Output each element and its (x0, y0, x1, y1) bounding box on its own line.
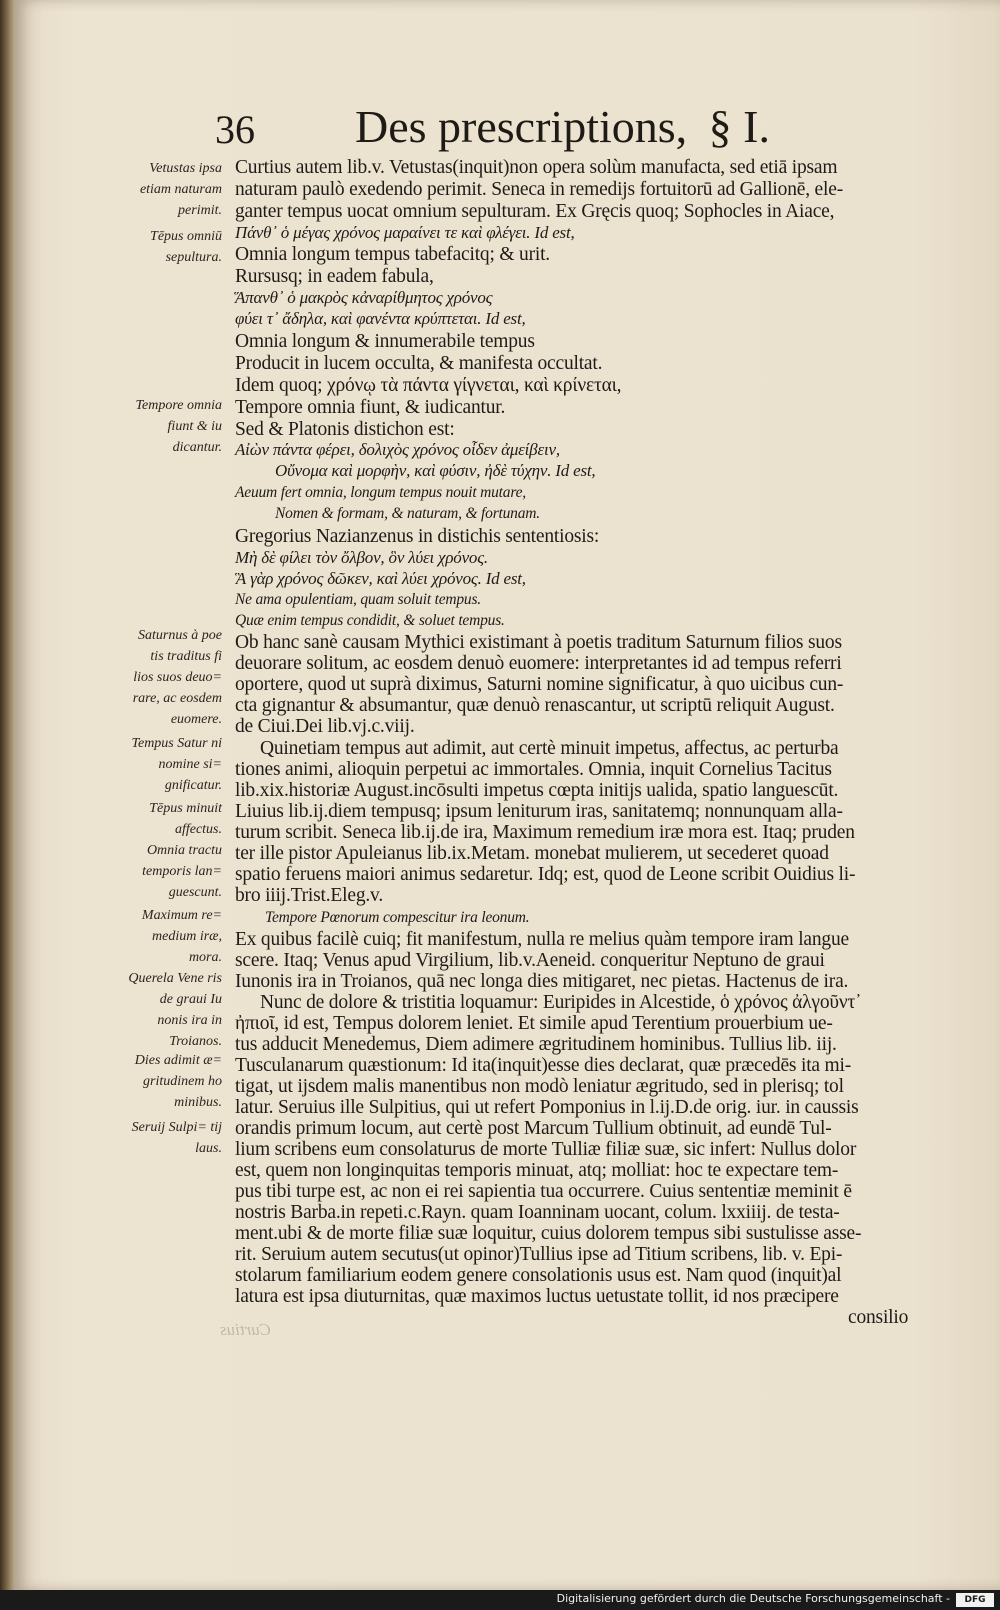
text-line: ἠπιοῖ, id est, Tempus dolorem leniet. Et simile apud Terentium prouerbium ue- (235, 1013, 833, 1034)
greek-line: Μὴ δὲ φίλει τὸν ὄλβον, ὃν λύει χρόνος. (235, 548, 488, 567)
section-mark: § I. (708, 101, 770, 152)
greek-line: Αἰὼν πάντα φέρει, δολιχὸς χρόνος οἶδεν ἀμείβειν, (235, 440, 560, 459)
greek-line: Ἃ γὰρ χρόνος δῶκεν, καὶ λύει χρόνος. Id est, (235, 569, 526, 588)
text-line: Sed & Platonis distichon est: (235, 419, 455, 440)
text-line: de Ciui.Dei lib.vj.c.viij. (235, 716, 415, 737)
text-line: est, quem non longinquitas temporis minuat, atq; molliat: hoc te expectare tem- (235, 1160, 839, 1181)
text-line: rit. Seruium autem secutus(ut opinor)Tullius ipse ad Titium scribens, lib. v. Epi- (235, 1244, 843, 1265)
text-line: oportere, quod ut suprà diximus, Saturni nomine significatur, à quo uicibus cun- (235, 674, 844, 695)
margin-note: Saturnus à poe tis traditus fi lios suos deuo= rare, ac eosdem euomere. (132, 628, 222, 727)
catchword: consilio (848, 1307, 909, 1328)
text-line: nostris Barba.in repeti.c.Rayn. quam Ioanninam uocant, colum. lxxiiij. de testa- (235, 1202, 840, 1223)
text-line: latura est ipsa diuturnitas, quæ maximos luctus uetustate tollit, id nos præcipere (235, 1286, 839, 1307)
margin-note: Vetustas ipsa etiam naturam perimit. (139, 161, 222, 218)
text-line: Nunc de dolore & tristitia loquamur: Euripides in Alcestide, ὁ χρόνος ἀλγοῦντ᾽ (260, 992, 862, 1013)
text-line: ter ille pistor Apuleianus lib.ix.Metam. monebat mulierem, ut secederet quoad (235, 843, 829, 864)
margin-note: Querela Vene ris de graui Iu nonis ira in Troianos. (128, 971, 222, 1049)
text-line: Ex quibus facilè cuiq; fit manifestum, nulla re melius quàm tempore iram langue (235, 929, 849, 950)
margin-note: Tēpus minuit affectus. (149, 801, 222, 837)
greek-line: φύει τ᾽ ἄδηλα, καὶ φανέντα κρύπτεται. Id est, (235, 309, 526, 328)
margin-note: Tempus Satur ni nomine si= gnificatur. (131, 736, 222, 793)
text-line: lib.xix.historiæ August.incōsulti impetus cœpta initijs ualida, spatio languescūt. (235, 780, 839, 801)
text-line: Tempore omnia fiunt, & iudicantur. (235, 397, 506, 418)
text-line: ganter tempus uocat omnium sepulturam. Ex Gręcis quoq; Sophocles in Aiace, (235, 201, 835, 222)
text-line: Omnia longum tempus tabefacitq; & urit. (235, 244, 550, 265)
text-line: Quinetiam tempus aut adimit, aut certè minuit impetus, affectus, ac perturba (260, 738, 839, 759)
quote-line: Quæ enim tempus condidit, & soluet tempus. (235, 612, 505, 629)
text-line: latur. Seruius ille Sulpitius, qui ut refert Pomponius in l.ij.D.de orig. iur. in caussis (235, 1097, 859, 1118)
text-line: naturam paulò exedendo perimit. Seneca in remedijs fortuitorū ad Gallionē, ele- (235, 179, 843, 200)
text-line: cta gignantur & absumantur, quæ denuò renascantur, ut scriptū reliquit August. (235, 695, 835, 716)
bleed-through-text: Curtius (220, 1320, 272, 1339)
margin-note: Tēpus omniū sepultura. (150, 229, 222, 265)
page-number: 36 (215, 107, 255, 152)
margin-note: Maximum re= medium iræ, mora. (141, 908, 222, 965)
margin-note: Dies adimit æ= gritudinem ho minibus. (134, 1053, 222, 1110)
text-line: tigat, ut ijsdem malis manentibus non modò leniatur ægritudo, sed in plerisq; tol (235, 1076, 844, 1097)
text-line: Curtius autem lib.v. Vetustas(inquit)non opera solùm manufacta, sed etiā ipsam (235, 157, 838, 178)
text-line: pus tibi turpe est, ac non ei rei sapientia tua occurrere. Cuius sententiæ meminit ē (235, 1181, 852, 1202)
text-line: tus adducit Menedemus, Diem adimere ægritudinem hominibus. Tullius lib. iij. (235, 1034, 837, 1055)
margin-note: Seruij Sulpi= tij laus. (131, 1120, 222, 1156)
quote-line: Ne ama opulentiam, quam soluit tempus. (235, 591, 481, 608)
text-line: tiones animi, alioquin perpetui ac immortales. Omnia, inquit Cornelius Tacitus (235, 759, 832, 780)
text-line: Liuius lib.ij.diem tempusq; ipsum leniturum iras, sanitatemq; nonnunquam alla- (235, 801, 843, 822)
footer-credit: Digitalisierung gefördert durch die Deutsche Forschungsgemeinschaft - (556, 1592, 950, 1605)
text-line: spatio feruens maiori animus sedaretur. Idq; est, quod de Leone scribit Ouidius li- (235, 864, 856, 885)
quote-line: Tempore Pœnorum compescitur ira leonum. (265, 909, 530, 926)
text-line: lium scribens eum consolaturus de morte Tulliæ filiæ suæ, sic infert: Nullus dolor (235, 1139, 857, 1160)
digitization-footer (0, 1590, 1000, 1610)
text-line: Producit in lucem occulta, & manifesta occultat. (235, 353, 603, 374)
margin-note: Omnia tractu temporis lan= guescunt. (142, 843, 222, 900)
text-line: ment.ubi & de morte filiæ suæ loquitur, cuius dolorem tempus sibi sustulisse asse- (235, 1223, 862, 1244)
text-line: Omnia longum & innumerabile tempus (235, 331, 535, 352)
dfg-logo: DFG (956, 1593, 994, 1607)
margin-note: Tempore omnia fiunt & iu dicantur. (135, 398, 222, 455)
text-line: Tusculanarum quæstionum: Id ita(inquit)esse dies declarat, quæ præcedēs ita mi- (235, 1055, 852, 1076)
text-line: scere. Itaq; Venus apud Virgilium, lib.v.Aeneid. conqueritur Neptuno de graui (235, 950, 825, 971)
text-line: stolarum familiarium eodem genere consolationis usus est. Nam quod (inquit)al (235, 1265, 842, 1286)
quote-line: Nomen & formam, & naturam, & fortunam. (275, 505, 540, 522)
text-line: Iunonis ira in Troianos, quā nec longa dies mitigaret, nec pietas. Hactenus de ira. (235, 971, 849, 992)
text-line: Rursusq; in eadem fabula, (235, 266, 434, 287)
text-line: orandis primum locum, aut certè post Marcum Tullium obtinuit, ad eundē Tul- (235, 1118, 832, 1139)
text-line: turum scribit. Seneca lib.ij.de ira, Maximum remedium iræ mora est. Itaq; pruden (235, 822, 855, 843)
text-line: deuorare solitum, ac eosdem denuò euomere: interpretantes id ad tempus referri (235, 653, 842, 674)
text-line: Ob hanc sanè causam Mythici existimant à poetis traditum Saturnum filios suos (235, 632, 842, 653)
greek-line: Ἅπανθ᾽ ὁ μακρὸς κἀναρίθμητος χρόνος (235, 288, 493, 307)
greek-line: Πάνθ᾽ ὁ μέγας χρόνος μαραίνει τε καὶ φλέγει. Id est, (235, 223, 575, 242)
text-line: Gregorius Nazianzenus in distichis sententiosis: (235, 526, 600, 547)
text-line: bro iiij.Trist.Eleg.v. (235, 885, 384, 906)
quote-line: Aeuum fert omnia, longum tempus nouit mutare, (235, 484, 526, 501)
running-title: Des prescriptions, (355, 101, 688, 152)
text-line: Idem quoq; χρόνῳ τὰ πάντα γίγνεται, καὶ κρίνεται, (235, 375, 622, 396)
greek-line: Οὔνομα καὶ μορφὴν, καὶ φύσιν, ἠδὲ τύχην. Id est, (275, 461, 596, 480)
